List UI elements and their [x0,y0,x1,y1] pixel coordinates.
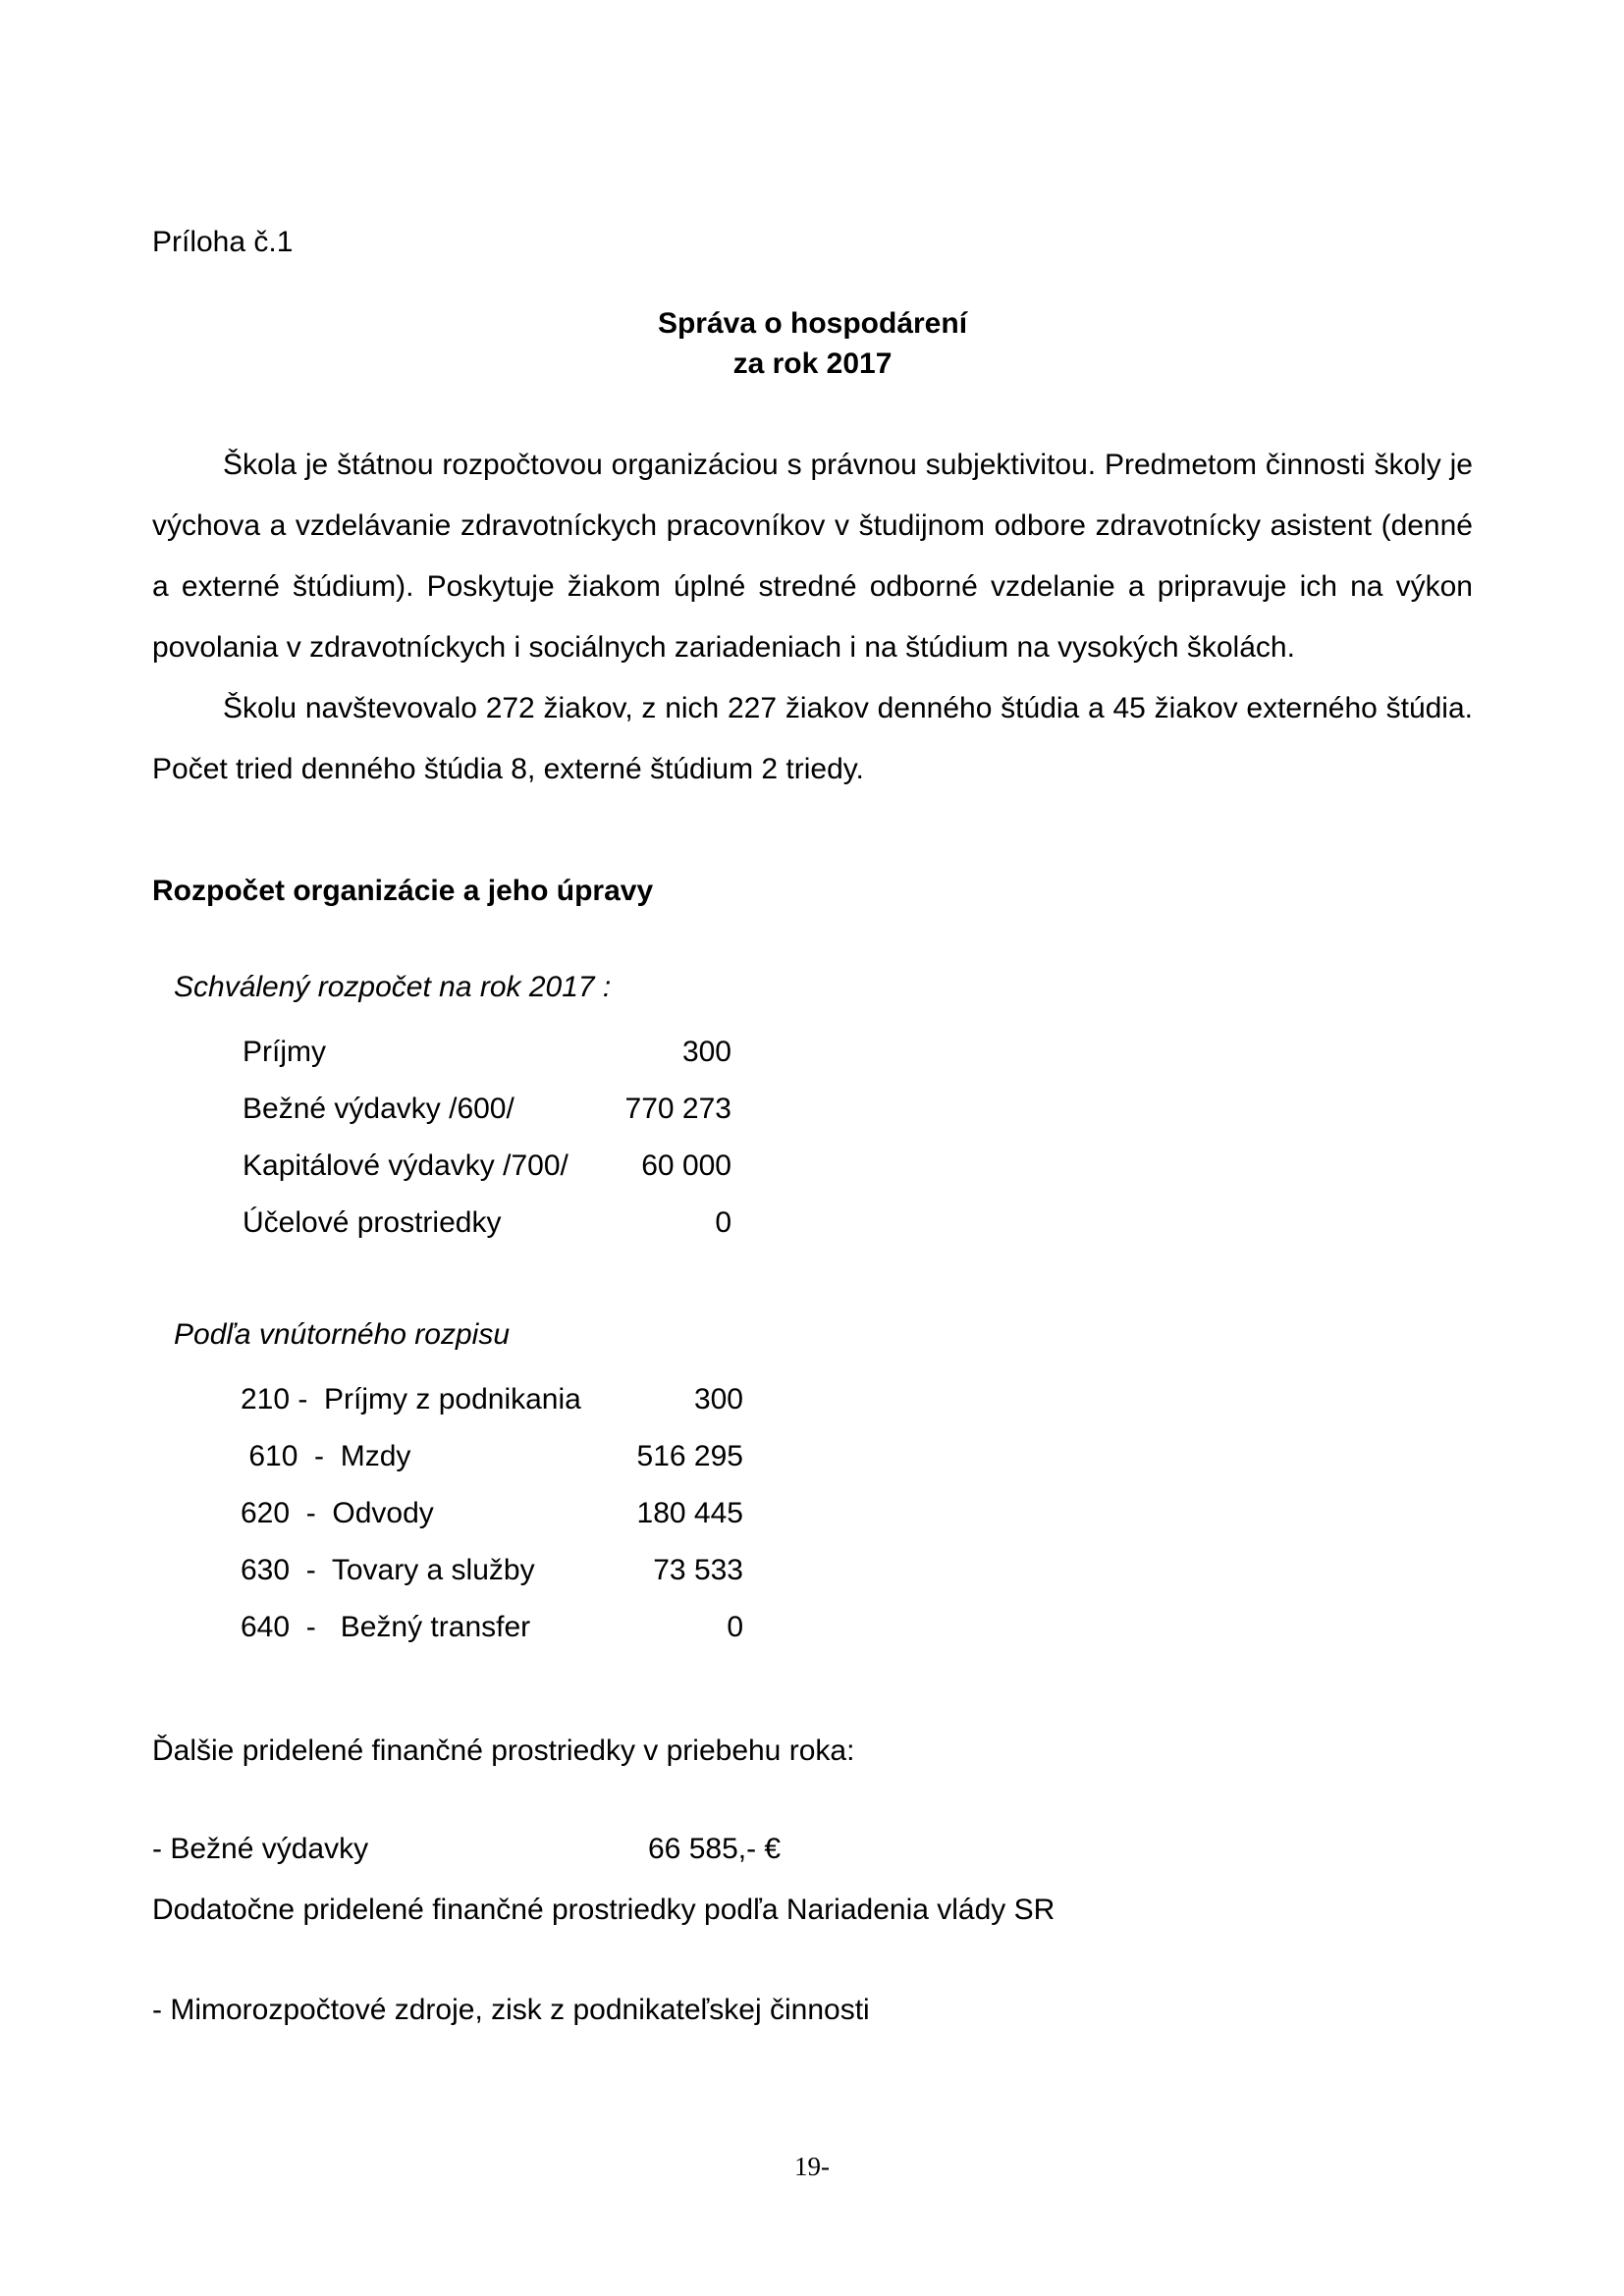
appendix-label: Príloha č.1 [152,226,294,258]
paragraph-students [152,678,1473,800]
budget-row [152,1371,1473,1428]
extrabudget-sources: - Mimorozpočtové zdroje, zisk z podnikateľskej činnosti [152,1994,870,2026]
budget-row [152,1024,1473,1081]
internal-breakdown-block [152,1320,1473,1656]
additional-funds-value: 66 585,- € [648,1833,782,1865]
page-content [152,0,1473,2025]
additional-funds-label: - Bežné výdavky [152,1833,369,1865]
budget-row [152,1599,1473,1656]
budget-row-value: 0 [715,1206,731,1239]
internal-breakdown-caption: Podľa vnútorného rozpisu [174,1318,510,1351]
budget-row-value: 300 [681,1036,731,1068]
budget-row [152,1138,1473,1195]
budget-row-label: 210 - Príjmy z podnikania [241,1383,581,1415]
budget-row-value: 770 273 [624,1093,731,1125]
budget-row-label: Bežné výdavky /600/ [243,1093,514,1125]
approved-budget-block [152,973,1473,1252]
paragraph-intro [152,435,1473,678]
title-line-1: Správa o hospodárení [657,307,968,340]
budget-row [152,1542,1473,1599]
budget-row [152,1195,1473,1252]
budget-row-label: 610 - Mzdy [241,1440,411,1472]
additional-funds-row [152,1835,1473,1864]
page-title [152,303,1473,384]
budget-row-label: Kapitálové výdavky /700/ [243,1149,568,1182]
page-number: 19- [794,2152,830,2181]
internal-breakdown-rows [152,1371,1473,1656]
paragraph-students-text: Školu navštevovalo 272 žiakov, z nich 227 žiakov denného štúdia a 45 žiakov externého štúdia. Počet tried denného štúdia 8, externé štúdium 2 triedy. [152,692,1473,785]
budget-row-value: 60 000 [641,1149,731,1182]
budget-row-value: 180 445 [636,1497,743,1529]
budget-row-label: Príjmy [243,1036,326,1068]
section-heading-budget: Rozpočet organizácie a jeho úpravy [152,875,654,907]
budget-row [152,1485,1473,1542]
budget-row-value: 73 533 [653,1554,743,1586]
approved-budget-caption: Schválený rozpočet na rok 2017 : [174,971,612,1003]
budget-row [152,1081,1473,1138]
budget-row-value: 516 295 [636,1440,743,1472]
budget-row-value: 0 [727,1611,743,1643]
title-line-2: za rok 2017 [732,347,893,380]
approved-budget-rows [152,1024,1473,1252]
paragraph-intro-text: Škola je štátnou rozpočtovou organizáciou s právnou subjektivitou. Predmetom činnosti školy je výchova a vzdelávanie zdravotníckych pracovníkov v študijnom odbore zdravotnícky asistent (denné a externé štúdium). Poskytuje žiakom úplné stredné odborné vzdelanie a pripravuje ich na výkon povolania v zdravotníckych i sociálnych zariadeniach i na štúdium na vysokých školách. [152,449,1473,664]
additional-funds-intro: Ďalšie pridelené finančné prostriedky v priebehu roka: [152,1735,855,1767]
budget-row-label: 630 - Tovary a služby [241,1554,535,1586]
budget-row-label: Účelové prostriedky [243,1206,502,1239]
budget-row-label: 640 - Bežný transfer [241,1611,531,1643]
additional-funds-note: Dodatočne pridelené finančné prostriedky podľa Nariadenia vlády SR [152,1894,1056,1926]
budget-row-value: 300 [693,1383,743,1415]
budget-row [152,1428,1473,1485]
budget-row-label: 620 - Odvody [241,1497,434,1529]
